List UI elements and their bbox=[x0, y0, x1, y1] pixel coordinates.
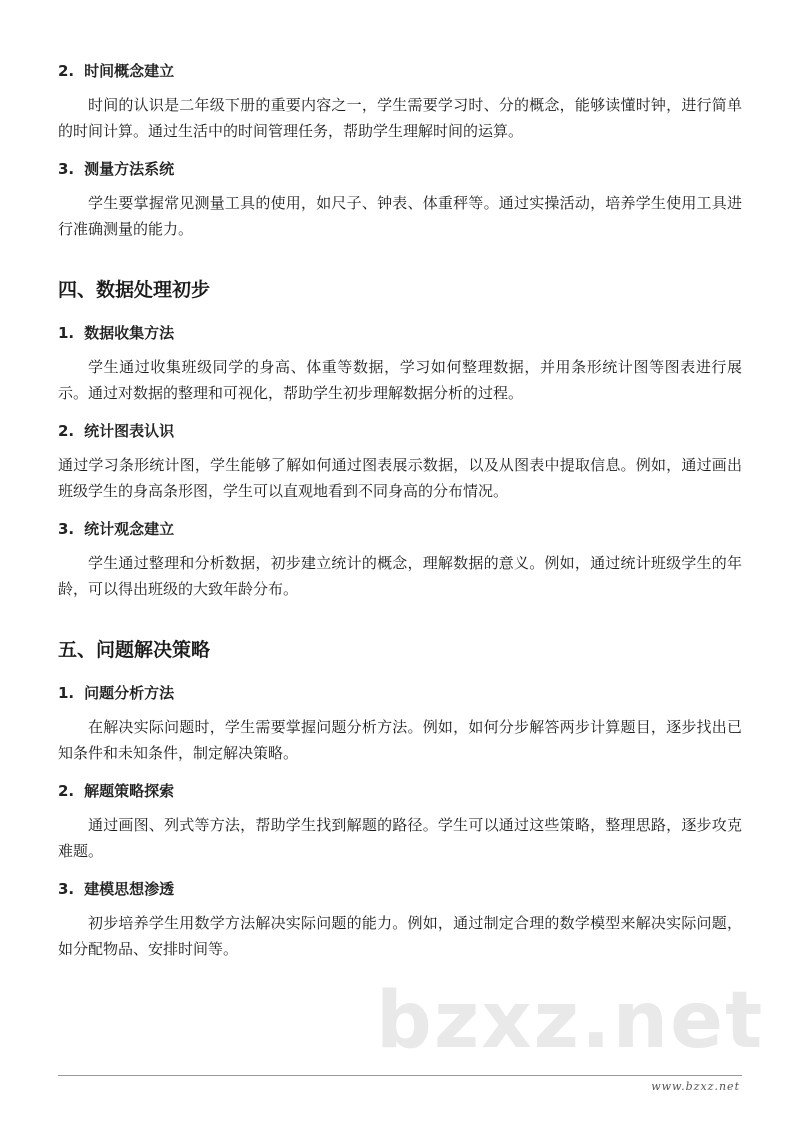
section-heading-problem-solving: 五、问题解决策略 bbox=[58, 639, 211, 661]
paragraph-data-collection: 学生通过收集班级同学的身高、体重等数据，学习如何整理数据，并用条形统计图等图表进行展示。通过对数据的整理和可视化，帮助学生初步理解数据分析的过程。 bbox=[58, 358, 742, 402]
subheading-statistics-charts: 2. 统计图表认识 bbox=[58, 422, 175, 440]
paragraph-problem-analysis: 在解决实际问题时，学生需要掌握问题分析方法。例如，如何分步解答两步计算题目，逐步找出已知条件和未知条件，制定解决策略。 bbox=[58, 718, 742, 762]
subheading-strategy: 2. 解题策略探索 bbox=[58, 782, 175, 800]
paragraph-statistics-concept: 学生通过整理和分析数据，初步建立统计的概念，理解数据的意义。例如，通过统计班级学生的年龄，可以得出班级的大致年龄分布。 bbox=[58, 554, 742, 598]
document-page bbox=[58, 60, 742, 976]
watermark-logo: bzxz.net bbox=[376, 976, 765, 1066]
subheading-time-concept: 2. 时间概念建立 bbox=[58, 62, 175, 80]
section-heading-data: 四、数据处理初步 bbox=[58, 279, 211, 301]
subheading-measurement: 3. 测量方法系统 bbox=[58, 160, 175, 178]
paragraph-measurement: 学生要掌握常见测量工具的使用，如尺子、钟表、体重秤等。通过实操活动，培养学生使用工具进行准确测量的能力。 bbox=[58, 194, 742, 238]
footer-divider bbox=[58, 1075, 742, 1076]
subheading-modeling: 3. 建模思想渗透 bbox=[58, 880, 175, 898]
paragraph-time-concept: 时间的认识是二年级下册的重要内容之一，学生需要学习时、分的概念，能够读懂时钟，进行简单的时间计算。通过生活中的时间管理任务，帮助学生理解时间的运算。 bbox=[58, 96, 742, 140]
subheading-statistics-concept: 3. 统计观念建立 bbox=[58, 520, 175, 538]
subheading-data-collection: 1. 数据收集方法 bbox=[58, 324, 175, 342]
paragraph-strategy: 通过画图、列式等方法，帮助学生找到解题的路径。学生可以通过这些策略，整理思路，逐步攻克难题。 bbox=[58, 816, 742, 860]
subheading-problem-analysis: 1. 问题分析方法 bbox=[58, 684, 175, 702]
paragraph-statistics-charts: 通过学习条形统计图，学生能够了解如何通过图表展示数据，以及从图表中提取信息。例如，通过画出班级学生的身高条形图，学生可以直观地看到不同身高的分布情况。 bbox=[58, 456, 742, 500]
footer-url: www.bzxz.net bbox=[651, 1080, 740, 1093]
paragraph-modeling: 初步培养学生用数学方法解决实际问题的能力。例如，通过制定合理的数学模型来解决实际问题，如分配物品、安排时间等。 bbox=[58, 914, 742, 958]
